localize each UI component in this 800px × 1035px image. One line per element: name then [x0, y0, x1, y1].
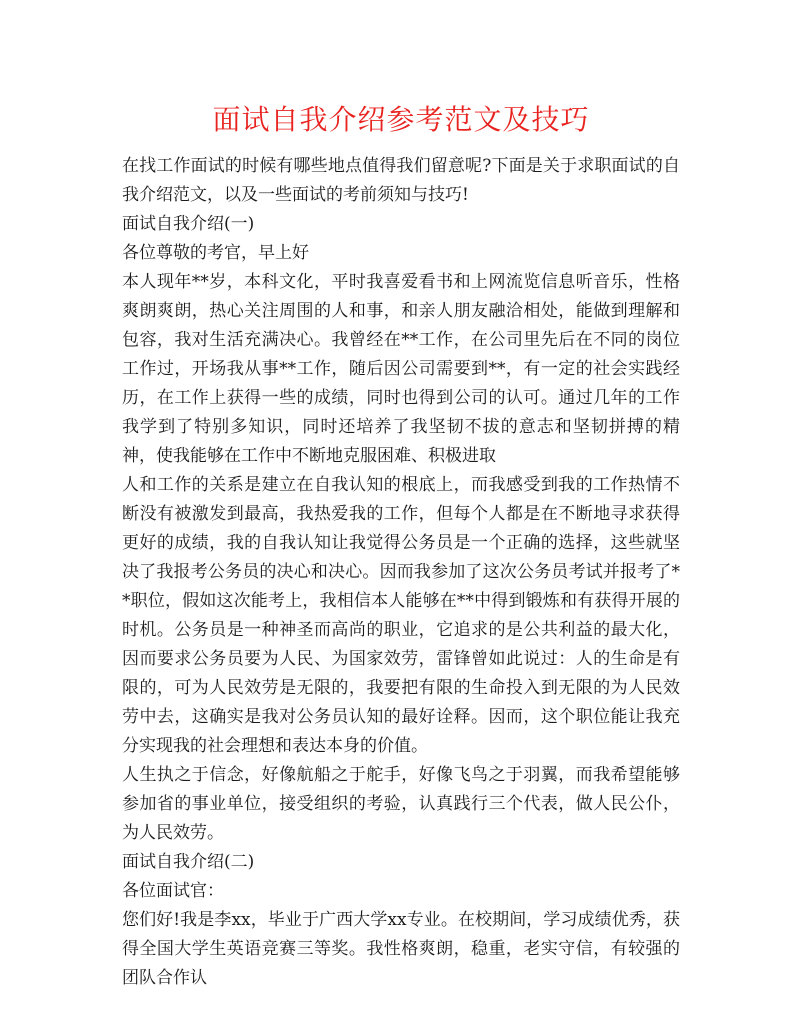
- section-heading-1: 面试自我介绍(一): [122, 214, 255, 234]
- section-2-greeting: 各位面试官：: [122, 881, 224, 901]
- document-title: 面试自我介绍参考范文及技巧: [212, 103, 590, 136]
- section-2-paragraph: 您们好!我是李xx，毕业于广西大学xx专业。在校期间，学习成绩优秀，获得全国大学生英语竞赛三等奖。我性格爽朗，稳重，老实守信，有较强的团队合作认: [122, 910, 680, 988]
- section-1-paragraph: 本人现年**岁，本科文化，平时我喜爱看书和上网流览信息听音乐，性格爽朗爽朗，热心关注周围的人和事，和亲人朋友融洽相处，能做到理解和包容，我对生活充满决心。我曾经在**工作，在公司里先后在不同的岗位工作过，开场我从事**工作，随后因公司需要到**，有一定的社会实践经历，在工作上获得一些的成绩，同时也得到公司的认可。通过几年的工作我学到了特别多知识，同时还培养了我坚韧不拔的意志和坚韧拼搏的精神，使我能够在工作中不断地克服困难、积极进取: [122, 272, 680, 466]
- section-1-paragraph: 人和工作的关系是建立在自我认知的根底上，而我感受到我的工作热情不断没有被激发到最高，我热爱我的工作，但每个人都是在不断地寻求获得更好的成绩，我的自我认知让我觉得公务员是一个正确的选择，这些就坚决了我报考公务员的决心和决心。因而我参加了这次公务员考试并报考了**职位，假如这次能考上，我相信本人能够在**中得到锻炼和有获得开展的时机。公务员是一种神圣而高尚的职业，它追求的是公共利益的最大化，因而要求公务员要为人民、为国家效劳，雷锋曾如此说过：人的生命是有限的，可为人民效劳是无限的，我要把有限的生命投入到无限的为人民效劳中去，这确实是我对公务员认知的最好诠释。因而，这个职位能让我充分实现我的社会理想和表达本身的价值。: [122, 475, 680, 756]
- section-heading-2: 面试自我介绍(二): [122, 852, 255, 872]
- section-1-greeting: 各位尊敬的考官，早上好: [122, 243, 309, 263]
- section-1-paragraph: 人生执之于信念，好像航船之于舵手，好像飞鸟之于羽翼，而我希望能够参加省的事业单位，接受组织的考验，认真践行三个代表，做人民公仆，为人民效劳。: [122, 765, 680, 843]
- intro-paragraph: 在找工作面试的时候有哪些地点值得我们留意呢?下面是关于求职面试的自我介绍范文，以及一些面试的考前须知与技巧!: [122, 156, 680, 205]
